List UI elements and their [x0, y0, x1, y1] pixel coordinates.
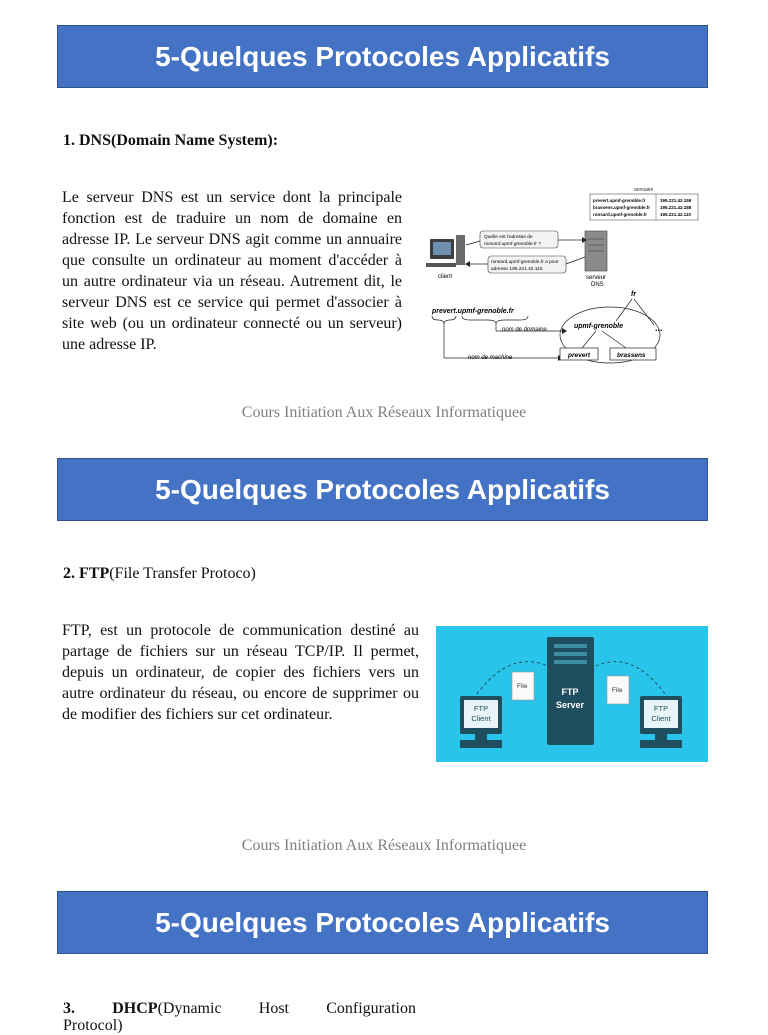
heading-title: DNS(Domain Name System):	[79, 132, 279, 149]
tree-ellipsis: ...	[655, 323, 663, 333]
heading-title: 2. FTP	[63, 565, 110, 582]
ftp-client-left-label-2: Client	[471, 714, 491, 723]
slide-2-header: 5-Quelques Protocoles Applicatifs	[57, 458, 708, 521]
slide-2-footer: Cours Initiation Aux Réseaux Informatiquee	[241, 837, 527, 854]
machine-brace	[432, 316, 456, 324]
client-computer-icon	[426, 235, 465, 267]
annuaire-ip-2: 195.221.42.188	[660, 205, 692, 210]
tree-domain: upmf-grenoble	[574, 323, 623, 330]
tree-leaf-2: brassens	[617, 352, 646, 359]
heading-subtitle: (Dynamic Host Configuration	[157, 1000, 416, 1017]
annuaire-name-2: brassens.upmf-grenoble.fr	[593, 205, 651, 210]
annuaire-ip-1: 195.221.42.159	[660, 198, 692, 203]
slide-1-heading	[63, 132, 278, 150]
answer-line-2: adresse 195.221.42.110	[491, 267, 543, 272]
client-label: client	[438, 274, 453, 280]
slide-1-paragraph: Le serveur DNS est un service dont la principale fonction est de traduire un nom de domaine en adresse IP. Le serveur DNS agit comme un annuaire que consulte un ordinateur au moment d'accéder à un autre ordinateur via un réseau. Autrement dit, le serveur DNS est ce service qui permet d'associer à site web (ou un ordinateur connecté ou un serveur) une adresse IP.	[62, 189, 402, 353]
query-line-1: Quelle est l'adresse de	[484, 235, 533, 240]
fqdn-label: prevert.upmf-grenoble.fr	[432, 308, 514, 315]
ftp-server-label-2: Server	[555, 700, 585, 710]
ftp-client-right-label-1: FTP	[653, 704, 669, 713]
domain-label: nom de domaine	[502, 327, 547, 333]
heading-title: DHCP	[112, 1000, 158, 1017]
annuaire-ip-3: 195.221.42.110	[660, 212, 692, 217]
tree-leaf-1: prevert	[568, 352, 591, 359]
annuaire-name-3: ronsard.upmf-grenoble.fr	[593, 212, 648, 217]
slide-1-header: 5-Quelques Protocoles Applicatifs	[57, 25, 708, 88]
heading-number: 1.	[63, 132, 75, 149]
server-label-2: DNS	[591, 282, 604, 288]
query-line-2: ronsard.upmf-grenoble.fr ?	[484, 242, 541, 247]
slide-1-footer: Cours Initiation Aux Réseaux Informatiquee	[241, 404, 527, 421]
file-label-left: File	[517, 683, 528, 690]
machine-label: nom de machine	[468, 355, 513, 361]
domain-brace	[462, 316, 528, 324]
dns-diagram	[420, 185, 708, 370]
server-label-1: serveur	[586, 275, 607, 281]
slide-2-paragraph: FTP, est un protocole de communication destiné au partage de fichiers sur un réseau TCP/IP. Il permet, depuis un ordinateur, de copier des fichiers vers un autre ordinateur du réseau, ou encore de supprimer ou de modifier des fichiers sur cet ordinateur.	[62, 622, 419, 723]
answer-line-1: ronsard.upmf-grenoble.fr a pour	[491, 260, 559, 265]
slide-3-header: 5-Quelques Protocoles Applicatifs	[57, 891, 708, 954]
slide-3-heading	[63, 998, 416, 1019]
heading-number: 3.	[63, 1000, 75, 1017]
slide-2-heading	[63, 565, 256, 583]
ftp-client-left-label-1: FTP	[473, 704, 489, 713]
dns-server-icon	[585, 231, 607, 271]
ftp-server-label-1: FTP	[561, 687, 579, 697]
annuaire-label: annuaire	[634, 187, 654, 193]
tree-root: fr	[631, 291, 637, 298]
file-label-right: File	[612, 687, 623, 694]
slide-3-heading-line-2: Protocol)	[63, 1017, 123, 1034]
ftp-client-right-label-2: Client	[651, 714, 671, 723]
annuaire-name-1: prevert.upmf-grenoble.fr	[593, 198, 646, 203]
ftp-diagram	[436, 626, 708, 762]
heading-subtitle: (File Transfer Protoco)	[109, 565, 256, 582]
